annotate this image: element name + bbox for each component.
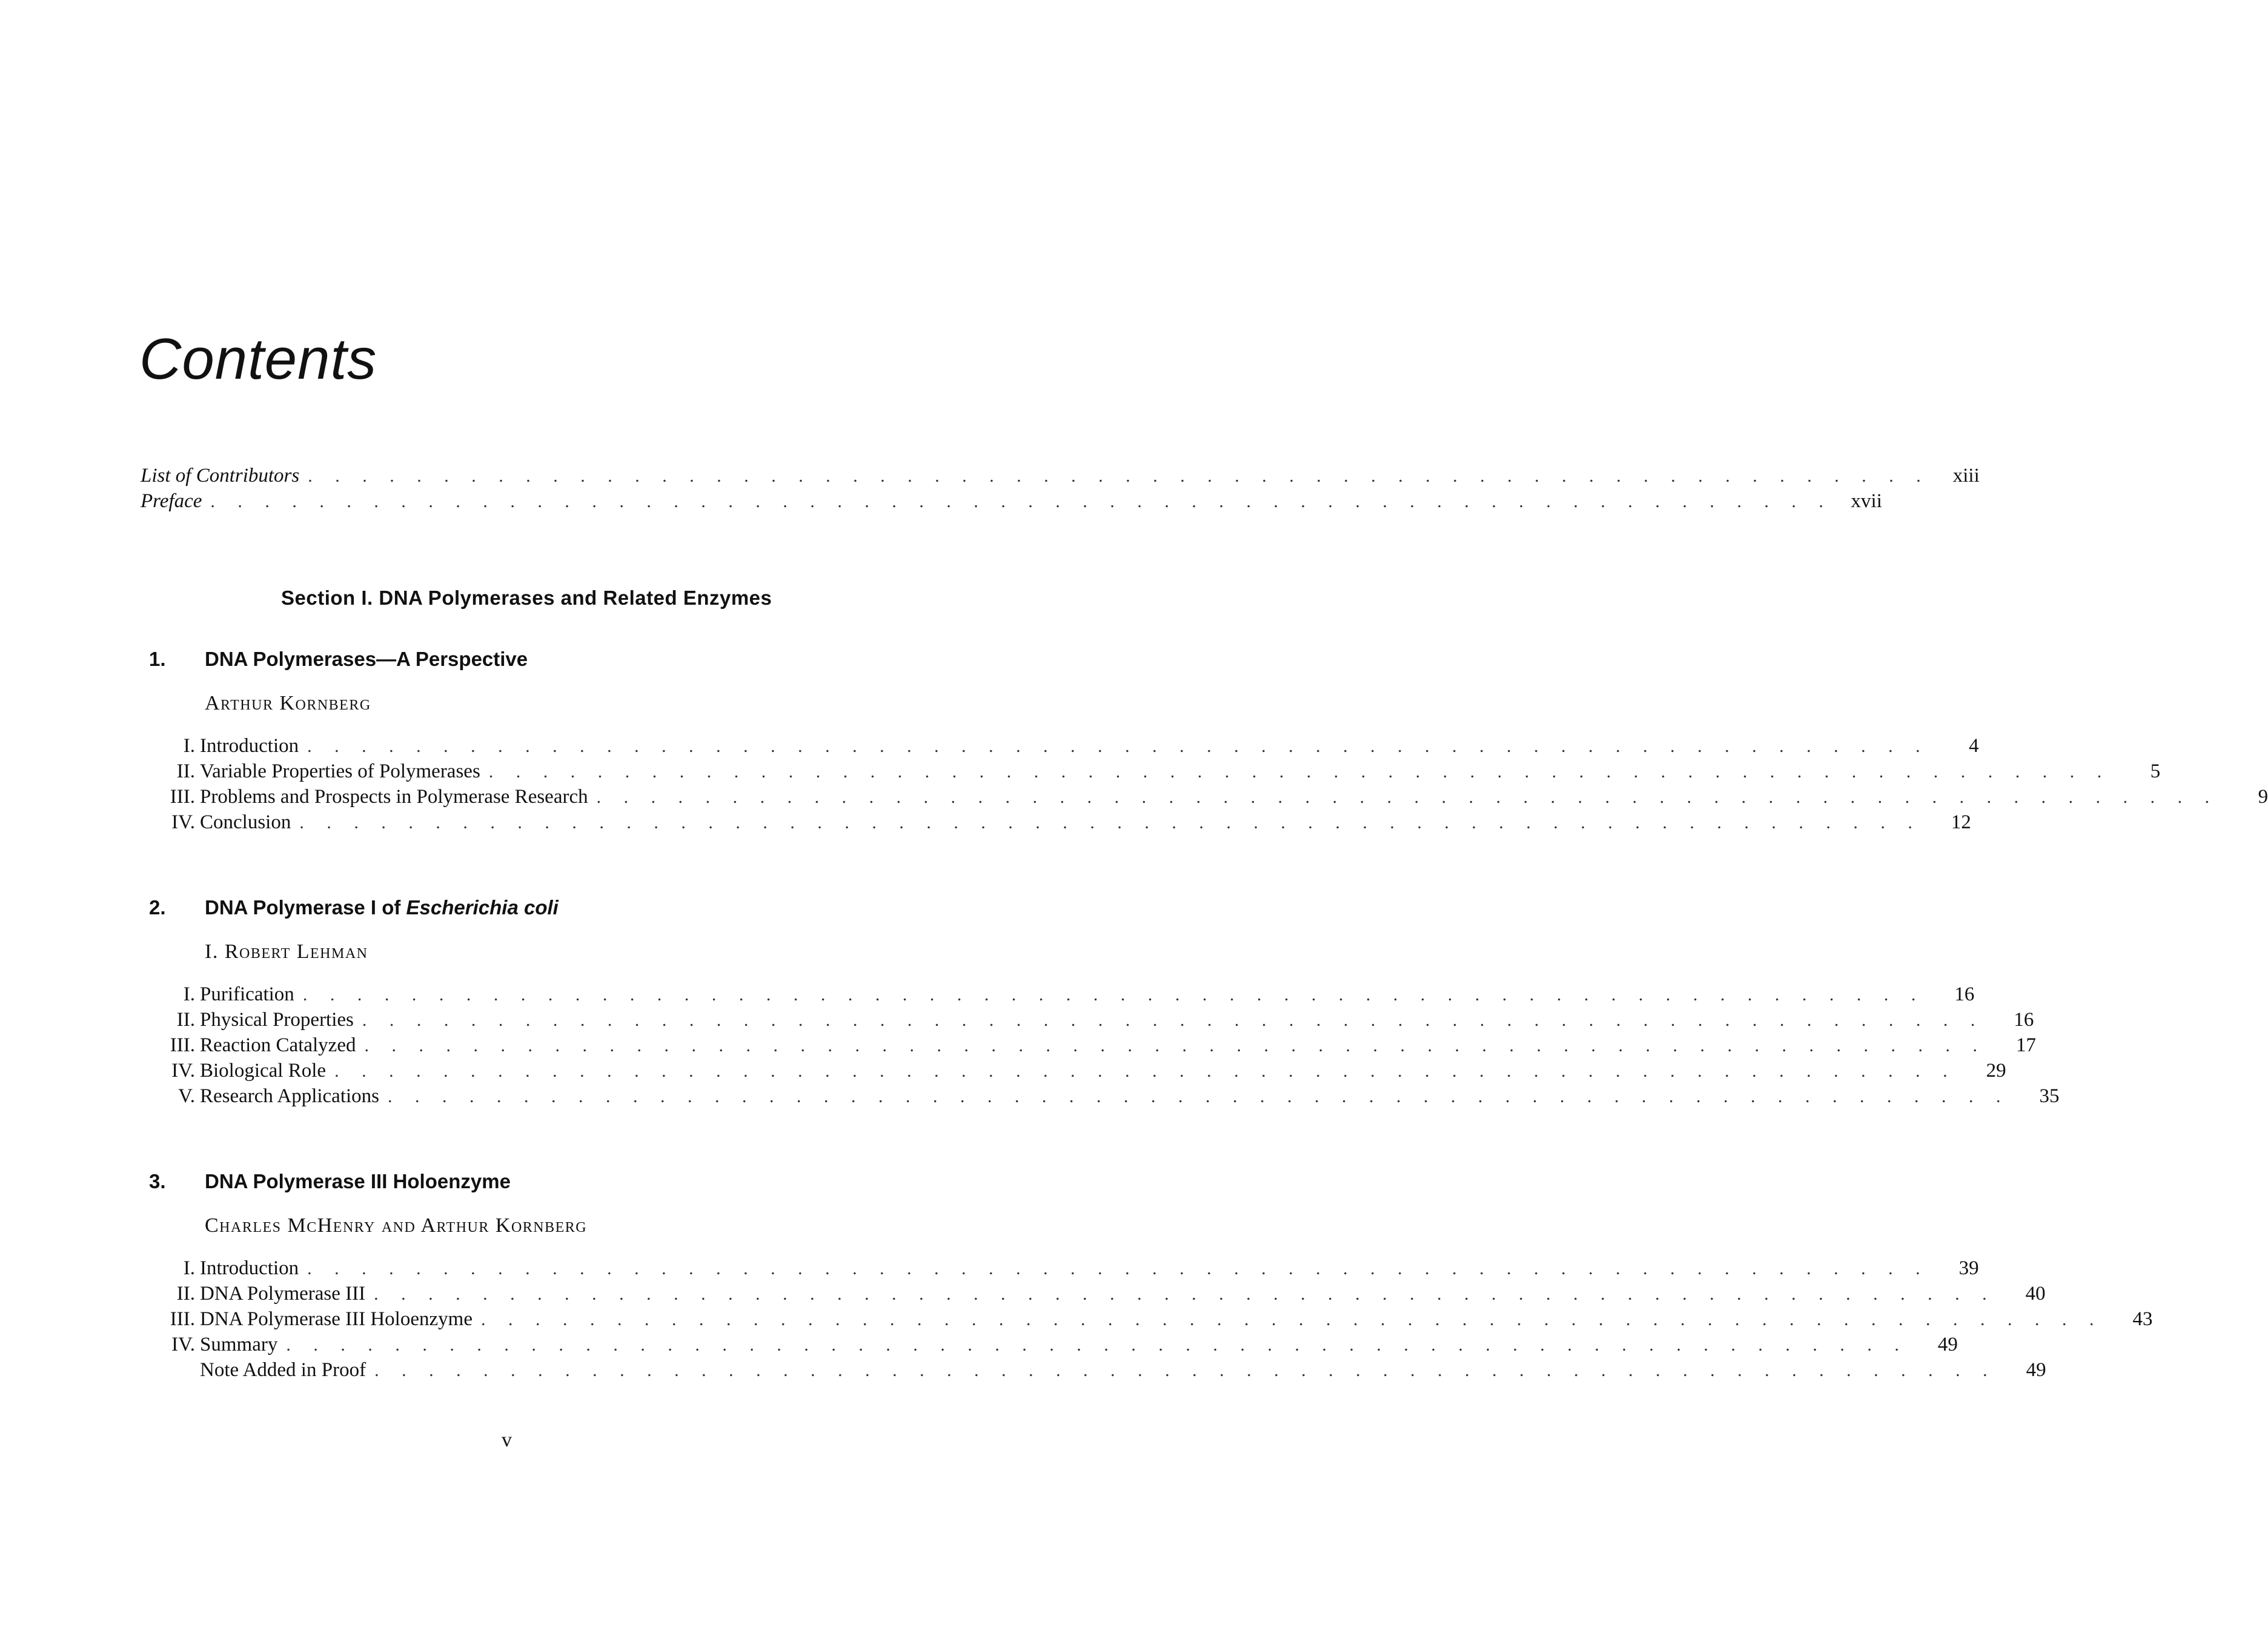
dot-leader: . . . . . . . . . . . . . . . . . . . . . . . . . . . . . . . . . . . . . . . . . . . . . . . . . . . . . . . . . . . .	[286, 1335, 1908, 1355]
chapter-number: 3.	[149, 1170, 166, 1192]
toc-page-number: 12	[1951, 811, 1971, 833]
entry-title-text: Biological Role	[200, 1060, 327, 1082]
toc-page-number: 40	[2025, 1283, 2046, 1305]
entry-numeral: II.	[176, 1009, 195, 1031]
toc-entry-title	[149, 784, 588, 810]
entry-title-text: Summary	[200, 1334, 278, 1355]
toc-page-number: 49	[1937, 1334, 1958, 1355]
toc-entry[interactable]	[149, 1332, 1958, 1357]
toc-page-number: 4	[1969, 735, 1979, 757]
toc-entry-title	[149, 759, 480, 784]
chapter-authors: I. Robert Lehman	[205, 940, 368, 963]
toc-page-number: 35	[2039, 1085, 2060, 1107]
chapter-title[interactable]	[205, 896, 559, 919]
toc-entry[interactable]	[149, 810, 1971, 835]
dot-leader: . . . . . . . . . . . . . . . . . . . . . . . . . . . . . . . . . . . . . . . . . . . . . . . . . . . . . . . . . . . .	[488, 762, 2111, 782]
entry-title-text: Problems and Prospects in Polymerase Research	[200, 786, 588, 808]
toc-page-number: 29	[1986, 1060, 2006, 1082]
toc-page-number: 16	[2014, 1009, 2034, 1031]
entry-title-text: Variable Properties of Polymerases	[200, 760, 480, 782]
chapter-authors: Arthur Kornberg	[205, 692, 371, 714]
entry-numeral: III.	[170, 1308, 195, 1330]
entry-title-text: Note Added in Proof	[200, 1359, 366, 1381]
toc-entry[interactable]	[149, 759, 2161, 784]
dot-leader: . . . . . . . . . . . . . . . . . . . . . . . . . . . . . . . . . . . . . . . . . . . . . . . . . . . . . . . . . . . .	[388, 1086, 2010, 1106]
toc-entry[interactable]	[149, 733, 1979, 759]
chapter-heading	[149, 1168, 960, 1195]
dot-leader: . . . . . . . . . . . . . . . . . . . . . . . . . . . . . . . . . . . . . . . . . . . . . . . . . . . . . . . . . . . .	[307, 736, 1929, 756]
toc-entry-title	[149, 1281, 365, 1306]
toc-entry[interactable]	[149, 982, 1975, 1007]
chapter-title[interactable]: DNA Polymerases—A Perspective	[205, 648, 528, 670]
page-folio: v	[502, 1429, 512, 1451]
entry-title-text: DNA Polymerase III	[200, 1283, 366, 1305]
toc-entry-title	[149, 1083, 379, 1109]
toc-entry[interactable]	[149, 1357, 2046, 1383]
toc-entry-list-of-contributors[interactable]	[141, 463, 1980, 488]
toc-entry[interactable]	[149, 1083, 2060, 1109]
entry-numeral: V.	[178, 1085, 195, 1107]
entry-numeral: I.	[183, 735, 195, 757]
toc-entry-title	[149, 1357, 366, 1383]
chapter-title-italic: Escherichia coli	[406, 896, 559, 919]
toc-page-number: 39	[1958, 1257, 1979, 1279]
chapter-1	[149, 646, 2268, 835]
toc-entry-preface[interactable]	[141, 488, 1882, 514]
toc-page-number: 16	[1954, 983, 1975, 1005]
entry-title-text: Conclusion	[200, 811, 291, 833]
toc-entry[interactable]	[149, 1281, 2046, 1306]
toc-page-number: 5	[2150, 760, 2161, 782]
dot-leader: . . . . . . . . . . . . . . . . . . . . . . . . . . . . . . . . . . . . . . . . . . . . . . . . . . . . . . . . . . . .	[302, 985, 1925, 1005]
chapter-2	[149, 894, 2060, 1109]
toc-entry[interactable]	[149, 1032, 2036, 1058]
chapter-heading	[149, 894, 960, 921]
dot-leader: . . . . . . . . . . . . . . . . . . . . . . . . . . . . . . . . . . . . . . . . . . . . . . . . . . . . . . . . . . . .	[596, 787, 2219, 807]
toc-entry[interactable]	[149, 784, 2268, 810]
chapter-number: 2.	[149, 896, 166, 919]
dot-leader: . . . . . . . . . . . . . . . . . . . . . . . . . . . . . . . . . . . . . . . . . . . . . . . . . . . . . . . . . . . .	[374, 1284, 1996, 1304]
toc-page-number: xvii	[1851, 490, 1882, 512]
toc-page-number: 49	[2026, 1359, 2046, 1381]
section-heading: Section I. DNA Polymerases and Related Enzymes	[281, 587, 772, 609]
toc-entry-title: List of Contributors	[141, 465, 300, 487]
entry-numeral: III.	[170, 786, 195, 808]
chapter-title-text: DNA Polymerase I of	[205, 896, 406, 919]
toc-entry[interactable]	[149, 1306, 2153, 1332]
toc-entry-title	[149, 1032, 356, 1058]
chapter-entries	[149, 982, 2060, 1109]
dot-leader: . . . . . . . . . . . . . . . . . . . . . . . . . . . . . . . . . . . . . . . . . . . . . . . . . . . . . . . . . . . .	[307, 1259, 1929, 1279]
dot-leader: . . . . . . . . . . . . . . . . . . . . . . . . . . . . . . . . . . . . . . . . . . . . . . . . . . . . . . . . . . . .	[362, 1010, 1984, 1030]
entry-numeral: III.	[170, 1034, 195, 1056]
page-title: Contents	[139, 327, 377, 391]
dot-leader: . . . . . . . . . . . . . . . . . . . . . . . . . . . . . . . . . . . . . . . . . . . . . . . . . . . . . . . . . . . .	[299, 813, 1921, 833]
chapter-heading	[149, 646, 960, 673]
entry-numeral: IV.	[171, 1060, 195, 1082]
toc-entry-title	[149, 1058, 326, 1083]
dot-leader: . . . . . . . . . . . . . . . . . . . . . . . . . . . . . . . . . . . . . . . . . . . . . . . . . . . . . . . . . . . .	[308, 466, 1930, 486]
entry-numeral: II.	[176, 760, 195, 782]
toc-entry[interactable]	[149, 1058, 2006, 1083]
dot-leader: . . . . . . . . . . . . . . . . . . . . . . . . . . . . . . . . . . . . . . . . . . . . . . . . . . . . . . . . . . . .	[334, 1061, 1957, 1081]
dot-leader: . . . . . . . . . . . . . . . . . . . . . . . . . . . . . . . . . . . . . . . . . . . . . . . . . . . . . . . . . . . .	[210, 491, 1832, 511]
entry-title-text: DNA Polymerase III Holoenzyme	[200, 1308, 472, 1330]
entry-title-text: Introduction	[200, 735, 299, 757]
chapter-title[interactable]: DNA Polymerase III Holoenzyme	[205, 1170, 511, 1192]
toc-entry-title	[149, 1306, 472, 1332]
entry-numeral: I.	[183, 1257, 195, 1279]
toc-entry-title	[149, 1332, 277, 1357]
toc-entry-title	[149, 982, 294, 1007]
chapter-number: 1.	[149, 648, 166, 670]
entry-title-text: Physical Properties	[200, 1009, 354, 1031]
toc-page-number: 43	[2132, 1308, 2153, 1330]
dot-leader: . . . . . . . . . . . . . . . . . . . . . . . . . . . . . . . . . . . . . . . . . . . . . . . . . . . . . . . . . . . .	[374, 1360, 1997, 1380]
toc-page-number: 9	[2258, 786, 2268, 808]
dot-leader: . . . . . . . . . . . . . . . . . . . . . . . . . . . . . . . . . . . . . . . . . . . . . . . . . . . . . . . . . . . .	[480, 1309, 2103, 1329]
entry-numeral: IV.	[171, 1334, 195, 1355]
toc-entry-title	[149, 1255, 299, 1281]
toc-entry[interactable]	[149, 1007, 2034, 1032]
toc-page-number: xiii	[1952, 465, 1980, 487]
front-matter-list	[141, 463, 1980, 514]
entry-title-text: Purification	[200, 983, 294, 1005]
entry-title-text: Introduction	[200, 1257, 299, 1279]
chapter-entries	[149, 1255, 2153, 1383]
entry-title-text: Reaction Catalyzed	[200, 1034, 356, 1056]
toc-entry-title	[149, 810, 291, 835]
dot-leader: . . . . . . . . . . . . . . . . . . . . . . . . . . . . . . . . . . . . . . . . . . . . . . . . . . . . . . . . . . . .	[364, 1036, 1986, 1056]
entry-numeral: IV.	[171, 811, 195, 833]
toc-entry-title: Preface	[141, 490, 202, 512]
entry-title-text: Research Applications	[200, 1085, 380, 1107]
chapter-3	[149, 1168, 2153, 1383]
toc-entry-title	[149, 733, 299, 759]
entry-numeral: II.	[176, 1283, 195, 1305]
chapter-entries	[149, 733, 2268, 835]
toc-page-number: 17	[2015, 1034, 2036, 1056]
entry-numeral: I.	[183, 983, 195, 1005]
chapter-authors: Charles McHenry and Arthur Kornberg	[205, 1214, 588, 1237]
toc-entry[interactable]	[149, 1255, 1979, 1281]
toc-entry-title	[149, 1007, 354, 1032]
